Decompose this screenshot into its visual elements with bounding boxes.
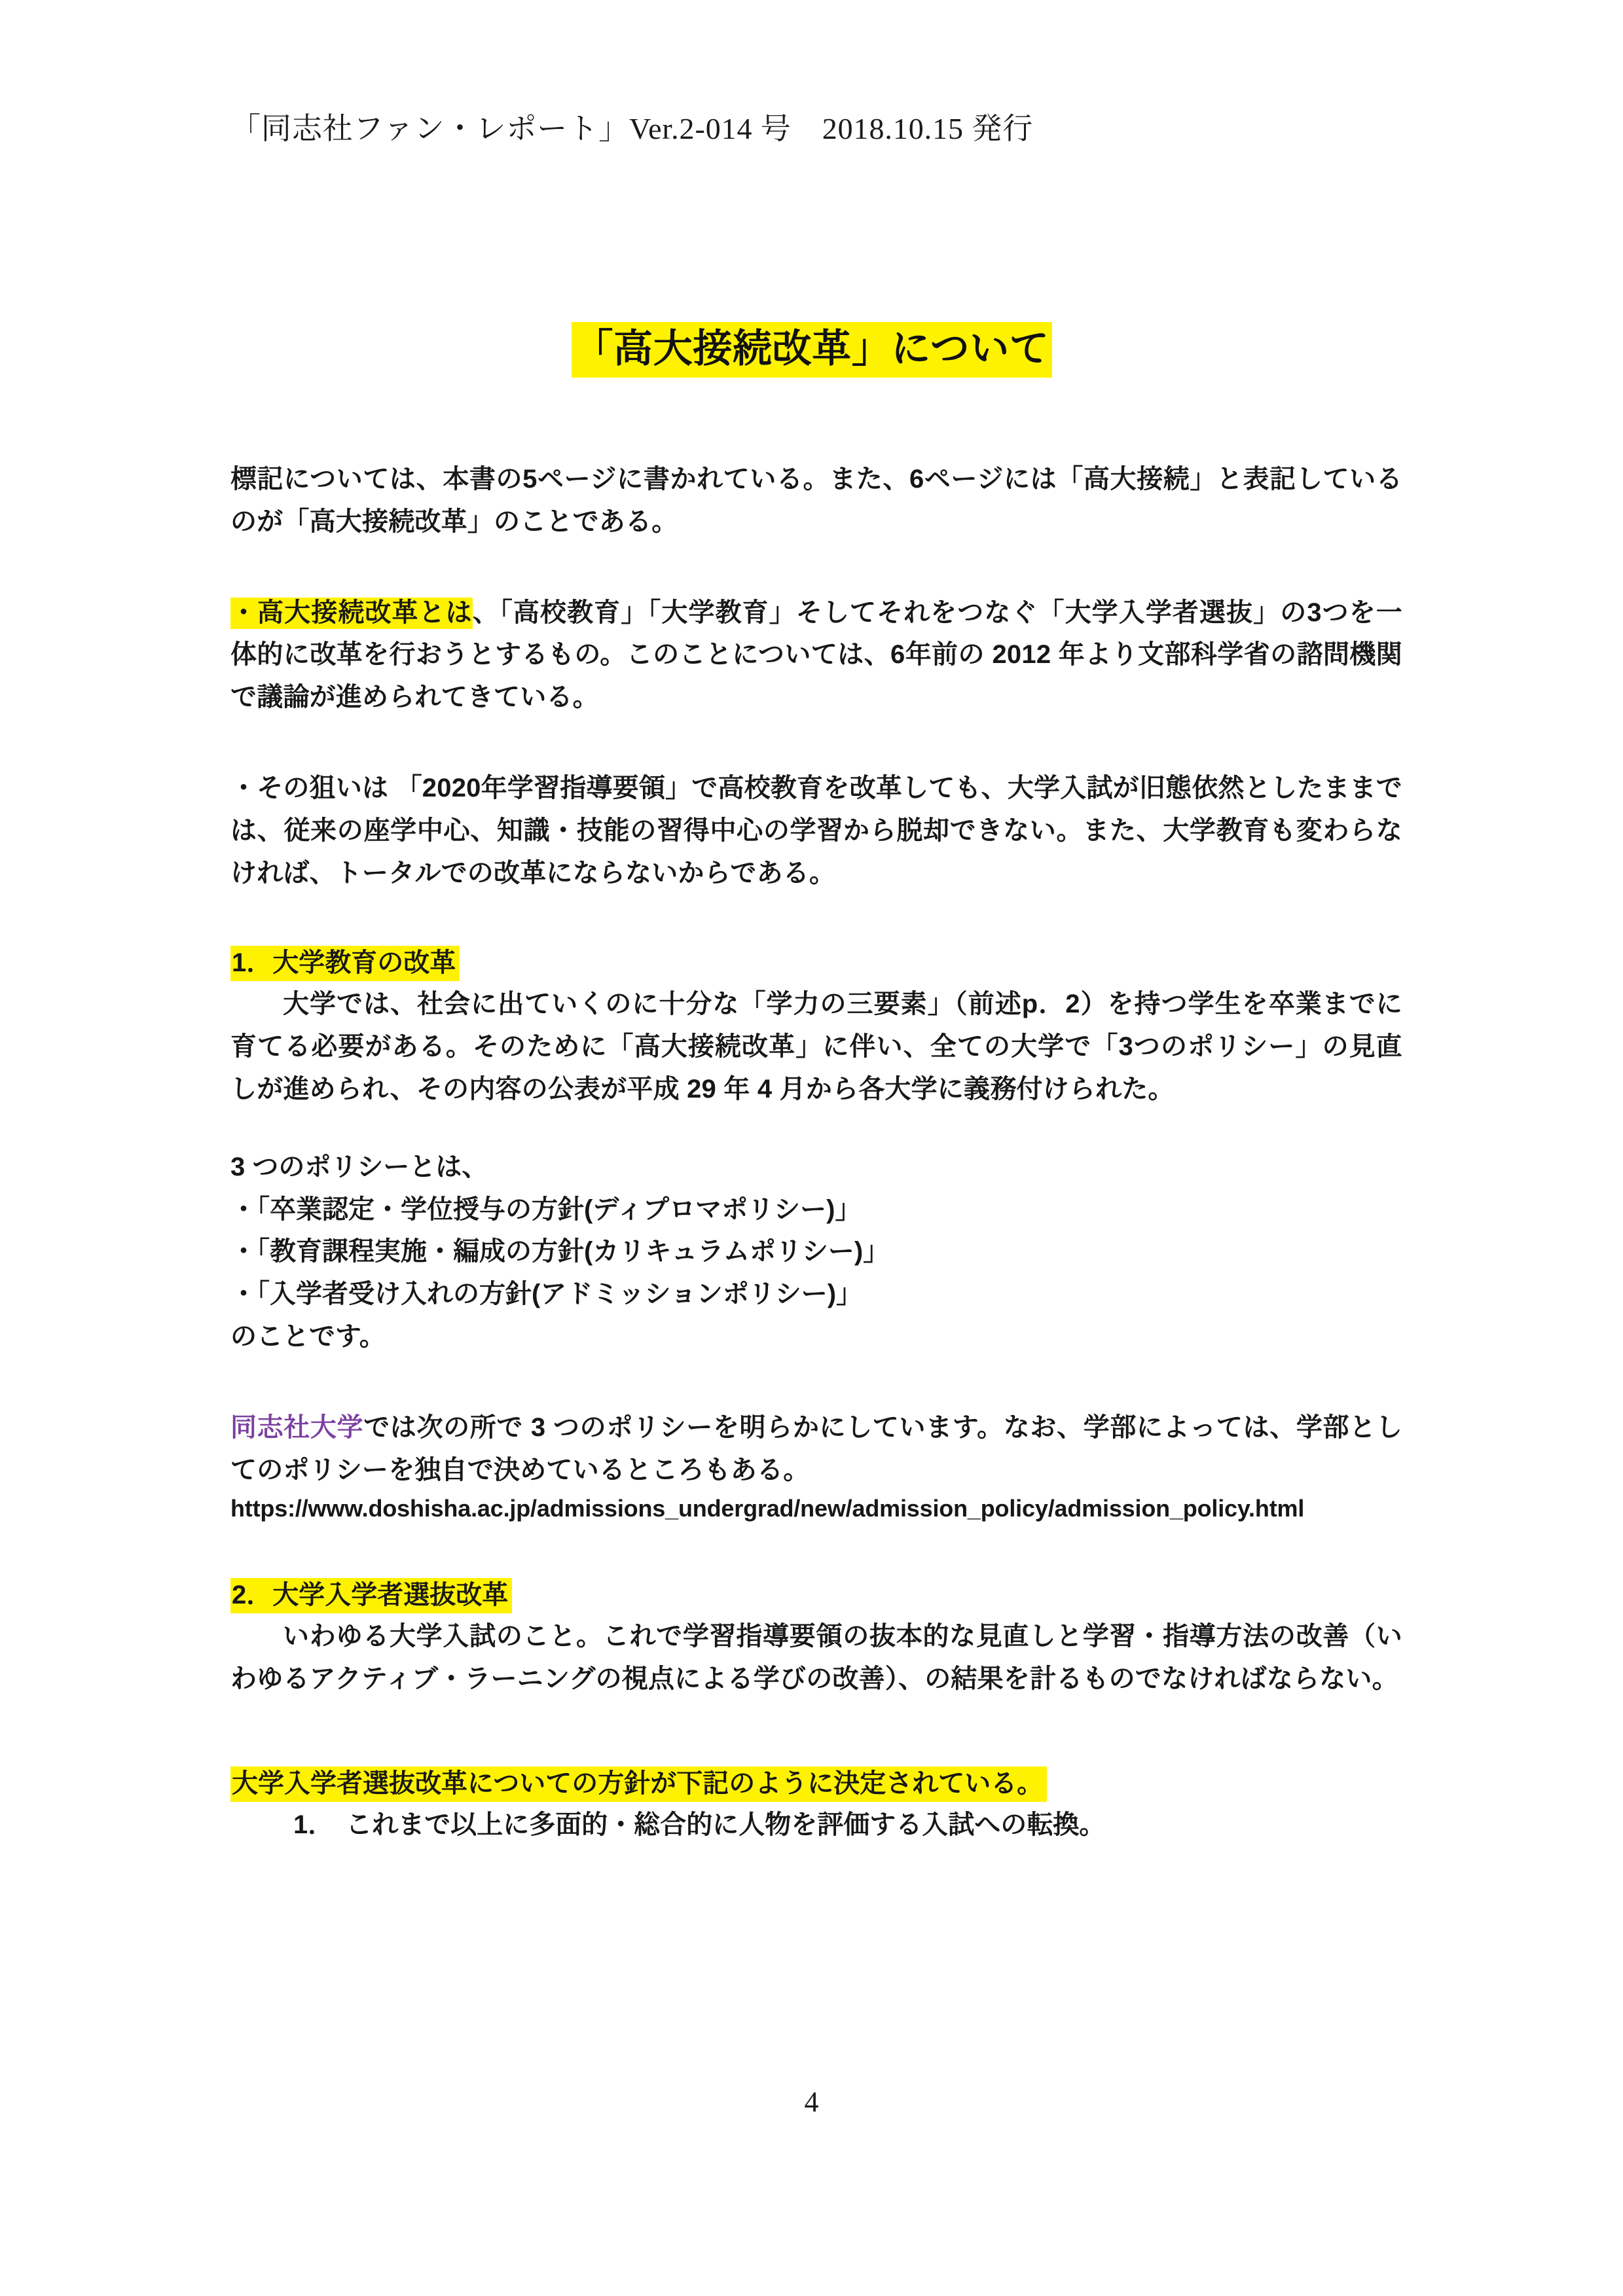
section-2-heading bbox=[230, 1575, 1402, 1615]
intro-paragraph: 標記については、本書の5ページに書かれている。また、6ページには「高大接続」と表記しているのが「高大接続改革」のことである。 bbox=[230, 465, 1402, 536]
spacer bbox=[230, 1358, 1402, 1407]
policies-intro: 3 つのポリシーとは、 bbox=[230, 1152, 488, 1181]
policies-outro: のことです。 bbox=[230, 1321, 386, 1351]
policy-item-curriculum: ・「教育課程実施・編成の方針(カリキュラムポリシー)」 bbox=[230, 1237, 890, 1266]
policy-list-item-number: 1． bbox=[293, 1810, 335, 1839]
spacer bbox=[230, 719, 1402, 767]
section-1-paragraph: 大学では、社会に出ていくのに十分な「学力の三要素」（前述p．2）を持つ学生を卒業までに育てる必要がある。そのために「高大接続改革」に伴い、全ての大学で「3つのポリシー」の見直しが進められ、その内容の公表が平成 29 年 4 月から各大学に義務付けられた。 bbox=[230, 990, 1402, 1103]
section-2-paragraph: いわゆる大学入試のこと。これで学習指導要領の抜本的な見直しと学習・指導方法の改善（いわゆるアクティブ・ラーニングの視点による学びの改善）、の結果を計るものでなければならない。 bbox=[230, 1622, 1402, 1694]
definition-paragraph bbox=[230, 592, 1402, 719]
page-title: 「高大接続改革」について bbox=[572, 322, 1052, 378]
doshisha-university-link[interactable]: 同志社大学 bbox=[230, 1412, 364, 1442]
policy-item-admission: ・「入学者受け入れの方針(アドミッションポリシー)」 bbox=[230, 1280, 863, 1309]
admission-policy-url[interactable]: https://www.doshisha.ac.jp/admissions_undergrad/new/admission_policy/admission_policy.html bbox=[230, 1495, 1305, 1522]
definition-highlight: ・高大接続改革とは bbox=[230, 598, 473, 629]
spacer bbox=[230, 1526, 1402, 1575]
section-2-heading-label: 2．大学入学者選抜改革 bbox=[230, 1578, 512, 1613]
spacer bbox=[230, 1700, 1402, 1763]
spacer bbox=[230, 894, 1402, 942]
document-body bbox=[230, 458, 1402, 1846]
definition-rest: 、「高校教育」「大学教育」そしてそれをつなぐ「大学入学者選抜」の3つを一体的に改革を行おうとするもの。このことについては、6年前の 2012 年より文部科学省の諮問機関で議論が進められてきている。 bbox=[230, 598, 1402, 712]
policy-banner bbox=[230, 1763, 1402, 1804]
document-header: 「同志社ファン・レポート」Ver.2-014 号 2018.10.15 発行 bbox=[230, 112, 1034, 145]
title-container bbox=[0, 322, 1623, 378]
aim-paragraph: ・その狙いは 「2020年学習指導要領」で高校教育を改革しても、大学入試が旧態依然としたままでは、従来の座学中心、知識・技能の習得中心の学習から脱却できない。また、大学教育も変わらなければ、トータルでの改革にならないからである。 bbox=[230, 773, 1402, 888]
policy-banner-label: 大学入学者選抜改革についての方針が下記のように決定されている。 bbox=[230, 1767, 1047, 1802]
section-1-heading-label: 1．大学教育の改革 bbox=[230, 946, 460, 981]
page-number: 4 bbox=[804, 2086, 819, 2118]
section-1-heading bbox=[230, 942, 1402, 983]
university-paragraph-text: では次の所で 3 つのポリシーを明らかにしています。なお、学部によっては、学部としてのポリシーを独自で決めているところもある。 bbox=[230, 1412, 1402, 1484]
spacer bbox=[230, 1111, 1402, 1146]
policy-list-item-text: これまで以上に多面的・総合的に人物を評価する入試への転換。 bbox=[346, 1810, 1106, 1839]
policy-list-item bbox=[230, 1804, 1402, 1846]
policy-item-diploma: ・「卒業認定・学位授与の方針(ディプロマポリシー)」 bbox=[230, 1194, 862, 1224]
spacer bbox=[230, 543, 1402, 592]
university-paragraph bbox=[230, 1407, 1402, 1492]
